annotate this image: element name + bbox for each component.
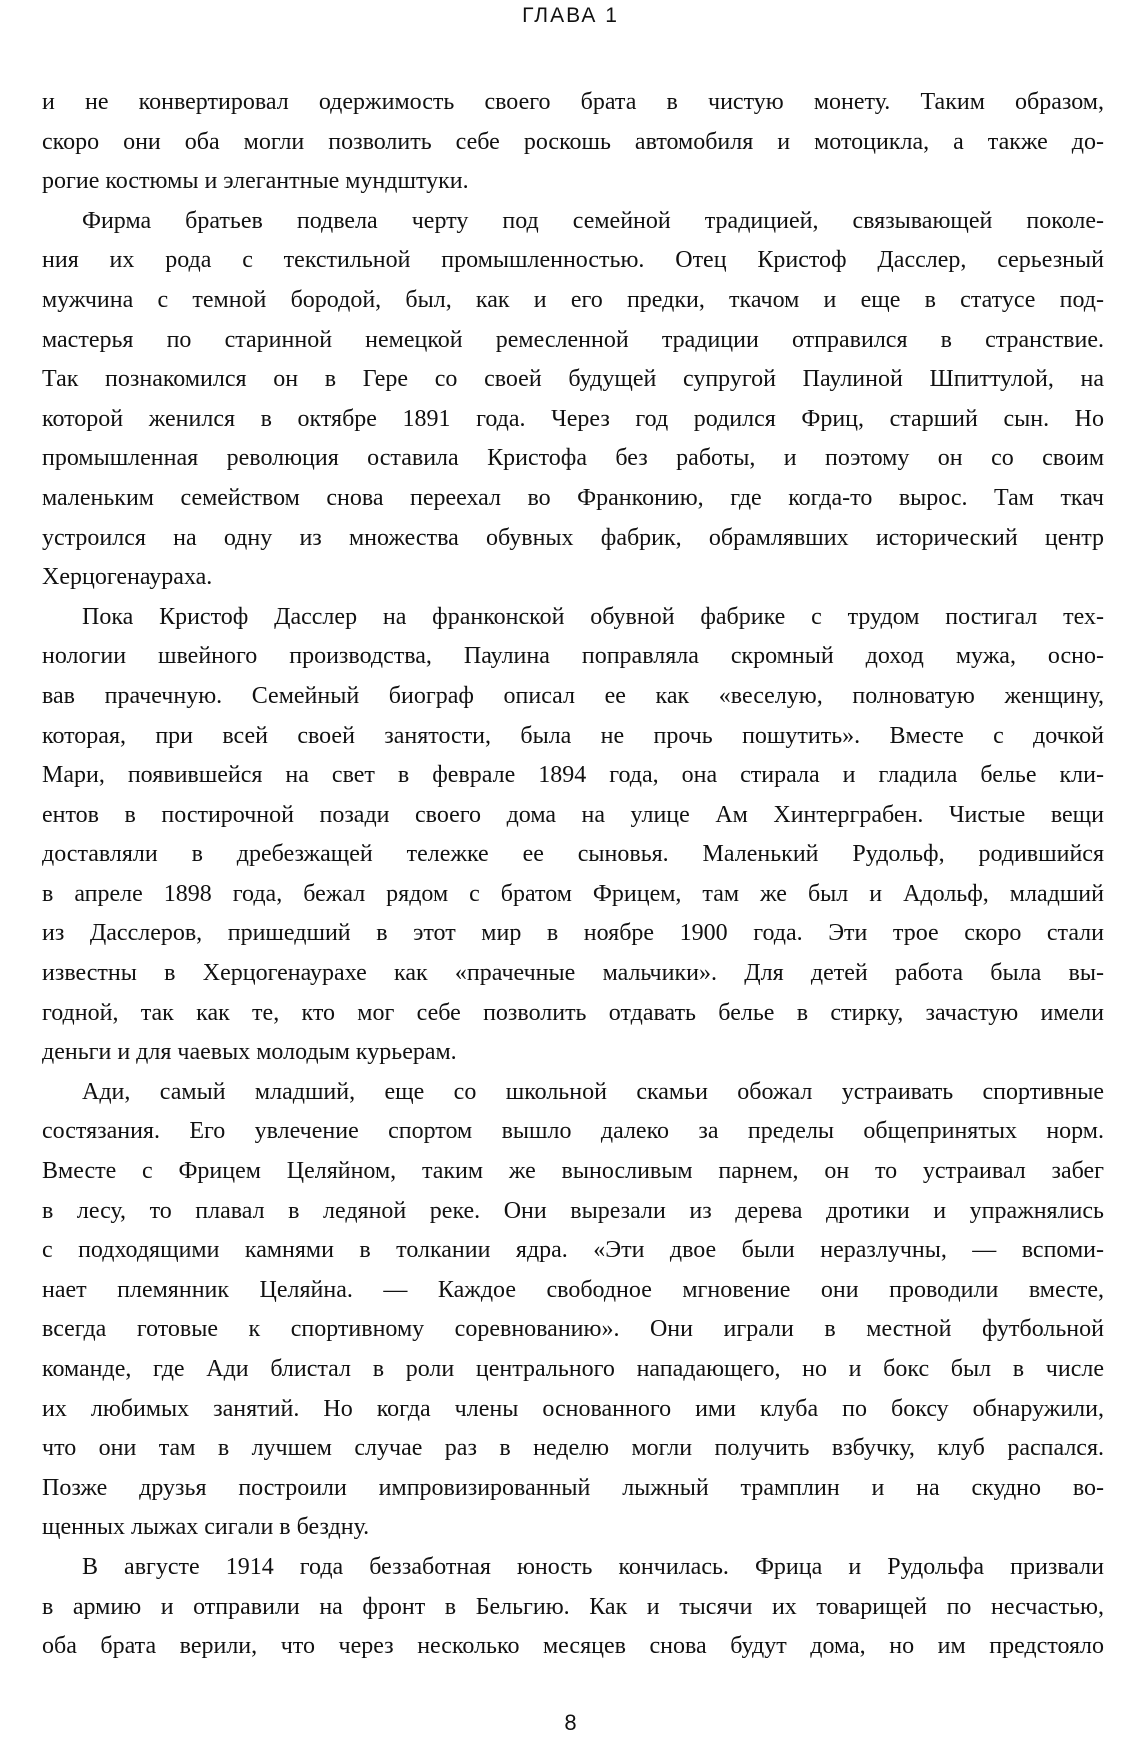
text-line: нает племянник Целяйна. — Каждое свободное мгновение они проводили вместе, bbox=[42, 1276, 1104, 1303]
text-line: нологии швейного производства, Паулина поправляла скромный доход мужа, осно- bbox=[42, 643, 1104, 670]
paragraph bbox=[42, 83, 1104, 202]
paragraph bbox=[42, 202, 1104, 598]
paragraph bbox=[42, 1073, 1104, 1548]
text-line: Мари, появившейся на свет в феврале 1894 года, она стирала и гладила белье кли- bbox=[42, 762, 1104, 789]
text-line: в лесу, то плавал в ледяной реке. Они вырезали из дерева дротики и упражнялись bbox=[42, 1197, 1104, 1224]
text-line: с подходящими камнями в толкании ядра. «Эти двое были неразлучны, — вспоми- bbox=[42, 1237, 1104, 1264]
text-line: которой женился в октябре 1891 года. Через год родился Фриц, старший сын. Но bbox=[42, 405, 1104, 432]
running-header: ГЛАВА 1 bbox=[522, 4, 619, 27]
text-line: Вместе с Фрицем Целяйном, таким же выносливым парнем, он то устраивал забег bbox=[42, 1158, 1104, 1185]
text-line: Пока Кристоф Дасслер на франконской обувной фабрике с трудом постигал тех- bbox=[82, 603, 1104, 630]
text-line: В августе 1914 года беззаботная юность кончилась. Фрица и Рудольфа призвали bbox=[82, 1553, 1104, 1580]
text-line: состязания. Его увлечение спортом вышло далеко за пределы общепринятых норм. bbox=[42, 1118, 1104, 1145]
text-line: что они там в лучшем случае раз в неделю могли получить взбучку, клуб распался. bbox=[42, 1435, 1104, 1462]
text-line: Ади, самый младший, еще со школьной скамьи обожал устраивать спортивные bbox=[82, 1078, 1104, 1105]
text-line: доставляли в дребезжащей тележке ее сыновья. Маленький Рудольф, родившийся bbox=[42, 841, 1104, 868]
text-line: всегда готовые к спортивному соревнованию». Они играли в местной футбольной bbox=[42, 1316, 1104, 1343]
text-line: щенных лыжах сигали в бездну. bbox=[42, 1514, 370, 1541]
body-text bbox=[42, 83, 1104, 1667]
paragraph bbox=[42, 598, 1104, 1073]
text-line: в апреле 1898 года, бежал рядом с братом Фрицем, там же был и Адольф, младший bbox=[42, 880, 1104, 907]
text-line: устроился на одну из множества обувных фабрик, обрамлявших исторический центр bbox=[42, 524, 1104, 551]
text-line: вав прачечную. Семейный биограф описал ее как «веселую, полноватую женщину, bbox=[42, 682, 1104, 709]
text-line: из Дасслеров, пришедший в этот мир в ноябре 1900 года. Эти трое скоро стали bbox=[42, 920, 1104, 947]
text-line: Херцогенаураха. bbox=[42, 564, 213, 591]
text-line: ентов в постирочной позади своего дома на улице Ам Хинтерграбен. Чистые вещи bbox=[42, 801, 1104, 828]
text-line: которая, при всей своей занятости, была не прочь пошутить». Вместе с дочкой bbox=[42, 722, 1104, 749]
text-line: Фирма братьев подвела черту под семейной традицией, связывающей поколе- bbox=[82, 207, 1104, 234]
page-number: 8 bbox=[564, 1710, 577, 1735]
text-line: мужчина с темной бородой, был, как и его предки, ткачом и еще в статусе под- bbox=[42, 286, 1104, 313]
text-line: Так познакомился он в Гере со своей будущей супругой Паулиной Шпиттулой, на bbox=[42, 366, 1104, 393]
text-line: деньги и для чаевых молодым курьерам. bbox=[42, 1039, 457, 1066]
text-line: годной, так как те, кто мог себе позволить отдавать белье в стирку, зачастую имели bbox=[42, 999, 1104, 1026]
text-line: ния их рода с текстильной промышленностью. Отец Кристоф Дасслер, серьезный bbox=[42, 247, 1104, 274]
text-line: и не конвертировал одержимость своего брата в чистую монету. Таким образом, bbox=[42, 89, 1104, 115]
text-line: рогие костюмы и элегантные мундштуки. bbox=[42, 168, 469, 195]
text-line: команде, где Ади блистал в роли центрального нападающего, но и бокс был в числе bbox=[42, 1356, 1104, 1382]
text-line: оба брата верили, что через несколько месяцев снова будут дома, но им предстояло bbox=[42, 1633, 1104, 1660]
text-line: их любимых занятий. Но когда члены основанного ими клуба по боксу обнаружили, bbox=[42, 1395, 1104, 1422]
text-line: маленьким семейством снова переехал во Франконию, где когда-то вырос. Там ткач bbox=[42, 484, 1104, 511]
paragraph bbox=[42, 1548, 1104, 1667]
text-line: мастерья по старинной немецкой ремесленной традиции отправился в странствие. bbox=[42, 326, 1104, 353]
text-line: в армию и отправили на фронт в Бельгию. Как и тысячи их товарищей по несчастью, bbox=[42, 1593, 1104, 1620]
text-line: известны в Херцогенаурахе как «прачечные мальчики». Для детей работа была вы- bbox=[42, 960, 1104, 987]
text-line: Позже друзья построили импровизированный лыжный трамплин и на скудно во- bbox=[42, 1474, 1104, 1501]
text-line: промышленная революция оставила Кристофа без работы, и поэтому он со своим bbox=[42, 445, 1104, 472]
text-line: скоро они оба могли позволить себе роскошь автомобиля и мотоцикла, а также до- bbox=[42, 128, 1104, 155]
